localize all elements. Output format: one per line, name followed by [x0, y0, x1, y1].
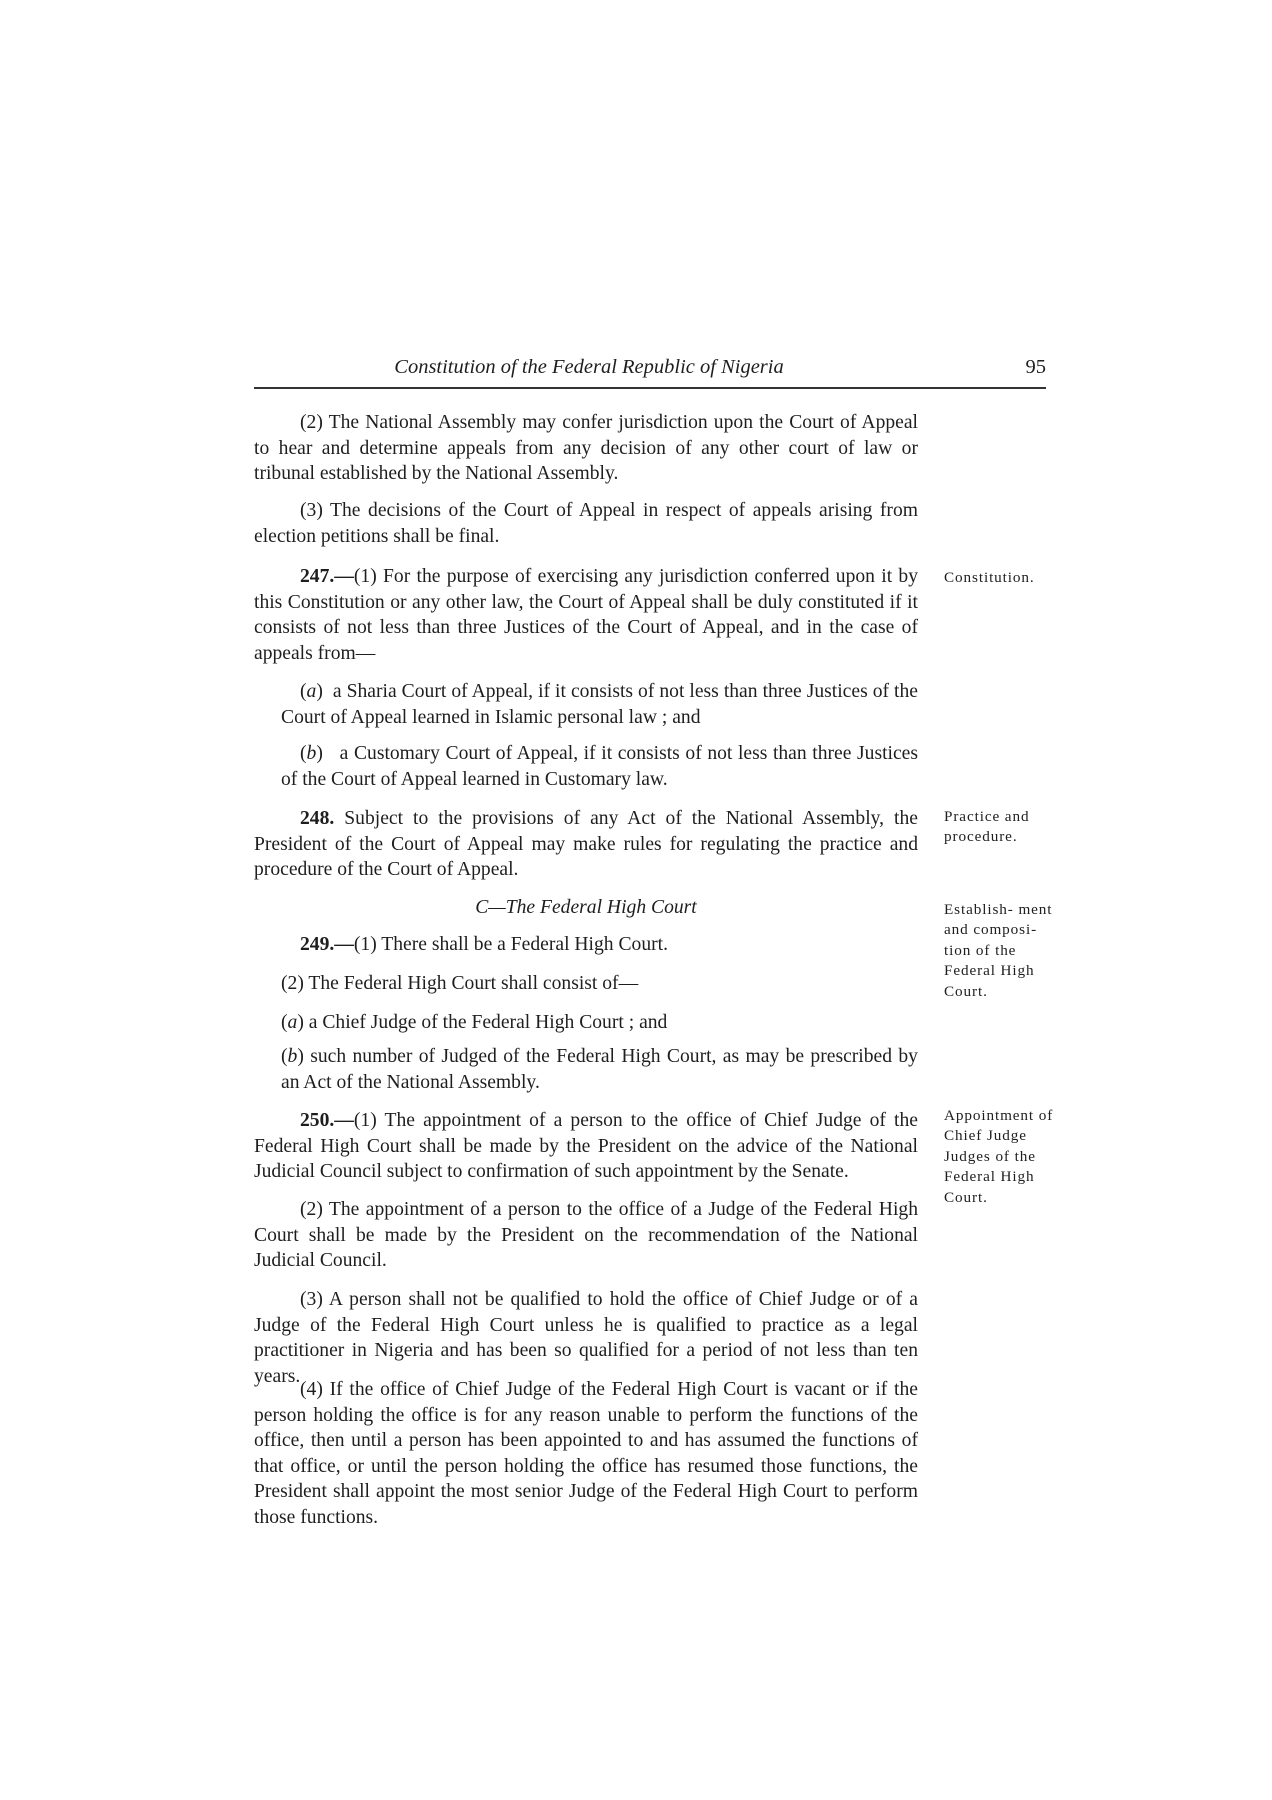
section-250-3 — [254, 1287, 918, 1389]
section-247-a-text: a Sharia Court of Appeal, if it consists of not less than three Justices of the Court of Appeal learned in Islamic personal law ; and — [281, 681, 918, 728]
section-249-1 — [254, 932, 918, 958]
section-249-a: (a) a Chief Judge of the Federal High Court ; and — [281, 1012, 668, 1033]
running-header — [254, 356, 1046, 386]
margin-note-appointment: Appointment of Chief Judge Judges of the Federal High Court. — [944, 1107, 1054, 1206]
section-247-a: (a) a Sharia Court of Appeal, if it consists of not less than three Justices of the Court of Appeal learned in Islamic personal law ; and — [281, 681, 918, 728]
section-247-b: (b) a Customary Court of Appeal, if it consists of not less than three Justices of the Court of Appeal learned in Customary law. — [281, 743, 918, 790]
paragraph-246-3 — [254, 498, 918, 549]
paragraph-246-3-text: (3) The decisions of the Court of Appeal in respect of appeals arising from election petitions shall be final. — [254, 500, 918, 547]
header-rule — [254, 387, 1046, 389]
section-250-4 — [254, 1377, 918, 1531]
paragraph-246-2 — [254, 410, 918, 487]
section-247-1 — [254, 564, 918, 666]
paragraph-246-2-text: (2) The National Assembly may confer jurisdiction upon the Court of Appeal to hear and determine appeals from any decision of any other court of law or tribunal established by the National Assembly. — [254, 412, 918, 485]
section-250-3-text: (3) A person shall not be qualified to hold the office of Chief Judge or of a Judge of the Federal High Court unless he is qualified to practice as a legal practitioner in Nigeria and has been so qualified for a period of not less than ten years. — [254, 1289, 918, 1387]
page-number: 95 — [1025, 356, 1046, 378]
section-250-4-text: (4) If the office of Chief Judge of the Federal High Court is vacant or if the person holding the office is for any reason unable to perform the functions of the office, then until a person has been appointed to and has assumed the functions of that office, or until the person holding the office has resumed those functions, the President shall appoint the most senior Judge of the Federal High Court to perform those functions. — [254, 1379, 918, 1528]
clause-mark: b — [306, 743, 317, 764]
section-number-248: 248. — [300, 808, 335, 829]
margin-note-establishment: Establish- ment and composi-tion of the Federal High Court. — [944, 901, 1053, 1000]
section-249-b-text: such number of Judged of the Federal High Court, as may be prescribed by an Act of the National Assembly. — [281, 1046, 918, 1093]
section-250-2 — [254, 1197, 918, 1274]
section-248 — [254, 806, 918, 883]
clause-mark: b — [287, 1046, 298, 1067]
section-250-2-text: (2) The appointment of a person to the office of a Judge of the Federal High Court shall be made by the President on the recommendation of the National Judicial Council. — [254, 1199, 918, 1272]
margin-note-practice: Practice and procedure. — [944, 808, 1030, 846]
section-247-1-text: (1) For the purpose of exercising any jurisdiction conferred upon it by this Constitution or any other law, the Court of Appeal shall be duly constituted if it consists of not less than three Justices of the Court of Appeal, and in the case of appeals from— — [254, 566, 918, 664]
section-248-text: Subject to the provisions of any Act of the National Assembly, the President of the Court of Appeal may make rules for regulating the practice and procedure of the Court of Appeal. — [254, 808, 918, 881]
clause-mark: a — [306, 681, 317, 702]
section-250-1 — [254, 1108, 918, 1185]
running-header-title: Constitution of the Federal Republic of Nigeria — [394, 356, 784, 378]
section-249-a-text: a Chief Judge of the Federal High Court ; and — [308, 1012, 668, 1033]
section-number-247: 247.— — [300, 566, 354, 587]
part-heading: C—The Federal High Court — [475, 897, 697, 918]
section-249-2-text: (2) The Federal High Court shall consist of— — [281, 973, 639, 994]
section-number-249: 249.— — [300, 934, 354, 955]
section-247-b-text: a Customary Court of Appeal, if it consists of not less than three Justices of the Court of Appeal learned in Customary law. — [281, 743, 918, 790]
section-249-2 — [281, 971, 918, 997]
section-249-1-text: (1) There shall be a Federal High Court. — [353, 934, 669, 955]
margin-note-constitution: Constitution. — [944, 569, 1035, 586]
section-number-250: 250.— — [300, 1110, 354, 1131]
section-250-1-text: (1) The appointment of a person to the office of Chief Judge of the Federal High Court shall be made by the President on the advice of the National Judicial Council subject to confirmation of such appointment by the Senate. — [254, 1110, 918, 1183]
section-249-b: (b) such number of Judged of the Federal High Court, as may be prescribed by an Act of the National Assembly. — [281, 1046, 918, 1093]
clause-mark: a — [287, 1012, 298, 1033]
